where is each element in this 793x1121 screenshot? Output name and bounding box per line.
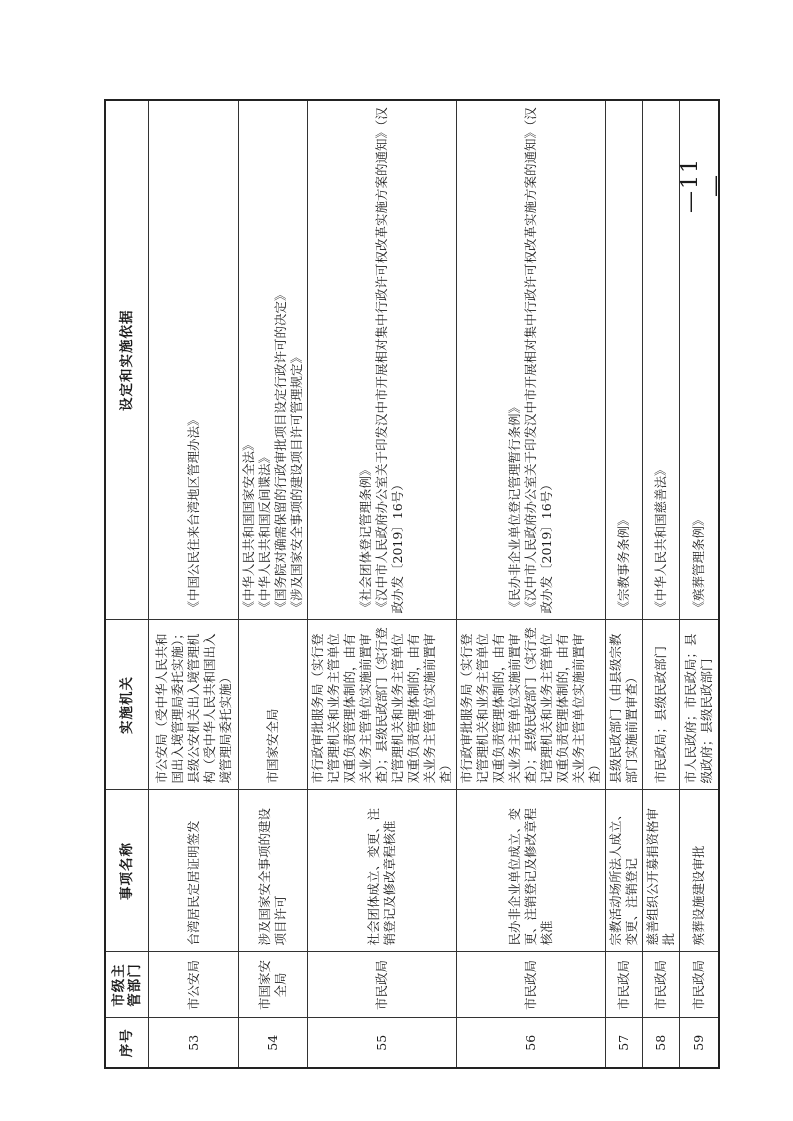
row-legal-basis (308, 100, 457, 620)
row-number: 53 (149, 1018, 239, 1068)
row-item-name: 慈善组织公开募捐资格审批 (643, 790, 680, 952)
basis-line: 《汉中市人民政府办公室关于印发汉中市开展相对集中行政许可权改革实施方案的通知》（汉政办发〔2019〕16号） (523, 107, 554, 614)
row-department: 市公安局 (149, 952, 239, 1018)
row-item-name: 台湾居民定居证明签发 (149, 790, 239, 952)
row-implementing-agency: 市行政审批服务局（实行登记管理机关和业务主管单位双重负责管理体制的，由有关业务主管单位实施前置审查）；县级民政部门（实行登记管理机关和业务主管单位双重负责管理体制的，由有关业务主管单位实施前置审查） (308, 620, 457, 790)
basis-line: 《中华人民共和国慈善法》 (653, 463, 668, 614)
table-row (457, 100, 606, 1068)
table-row (643, 100, 680, 1068)
row-item-name: 社会团体成立、变更、注销登记及修改章程核准 (308, 790, 457, 952)
table-header-row (105, 100, 149, 1068)
row-legal-basis (149, 100, 239, 620)
row-department: 市民政局 (606, 952, 643, 1018)
row-item-name: 殡葬设施建设审批 (680, 790, 719, 952)
row-number: 55 (308, 1018, 457, 1068)
table-row (606, 100, 643, 1068)
row-implementing-agency: 市行政审批服务局（实行登记管理机关和业务主管单位双重负责管理体制的，由有关业务主管单位实施前置审查）；县级民政部门（实行登记管理机关和业务主管单位双重负责管理体制的，由有关业务主管单位实施前置审查） (457, 620, 606, 790)
row-implementing-agency: 市公安局（受中华人民共和国出入境管理局委托实施）；县级公安机关出入境管理机构（受中华人民共和国出入境管理局委托实施） (149, 620, 239, 790)
row-number: 59 (680, 1018, 719, 1068)
row-implementing-agency: 市国家安全局 (239, 620, 308, 790)
header-item-name: 事项名称 (105, 790, 149, 952)
row-legal-basis (643, 100, 680, 620)
header-department: 市级主管部门 (105, 952, 149, 1018)
row-department: 市民政局 (308, 952, 457, 1018)
row-item-name: 涉及国家安全事项的建设项目许可 (239, 790, 308, 952)
row-item-name: 宗教活动场所法人成立、变更、注销登记 (606, 790, 643, 952)
row-item-name: 民办非企业单位成立、变更、注销登记及修改章程核准 (457, 790, 606, 952)
basis-line: 《涉及国家安全事项的建设项目许可管理规定》 (289, 350, 304, 614)
basis-line: 《中华人民共和国反间谍法》 (257, 450, 272, 614)
row-legal-basis (606, 100, 643, 620)
table-row (308, 100, 457, 1068)
basis-line: 《殡葬管理条例》 (690, 513, 706, 614)
basis-line: 《社会团体登记管理条例》 (358, 463, 373, 614)
row-department: 市民政局 (643, 952, 680, 1018)
row-number: 56 (457, 1018, 606, 1068)
header-serial-number: 序号 (105, 1018, 149, 1068)
administrative-license-table (104, 99, 720, 1069)
row-department: 市民政局 (680, 952, 719, 1018)
row-number: 58 (643, 1018, 680, 1068)
row-implementing-agency: 县级民政部门（由县级宗教部门实施前置审查） (606, 620, 643, 790)
page-number: —11— (678, 157, 728, 213)
table-row (239, 100, 308, 1068)
header-legal-basis: 设定和实施依据 (105, 100, 149, 620)
basis-line: 《中华人民共和国国家安全法》 (241, 438, 256, 614)
row-department: 市民政局 (457, 952, 606, 1018)
basis-line: 《国务院对确需保留的行政审批项目设定行政许可的决定》 (273, 288, 288, 614)
row-number: 57 (606, 1018, 643, 1068)
row-legal-basis (239, 100, 308, 620)
header-implementing-agency: 实施机关 (105, 620, 149, 790)
basis-line: 《汉中市人民政府办公室关于印发汉中市开展相对集中行政许可权改革实施方案的通知》（汉政办发〔2019〕16号） (374, 107, 405, 614)
row-number: 54 (239, 1018, 308, 1068)
row-department: 市国家安全局 (239, 952, 308, 1018)
row-implementing-agency: 市民政局；县级民政部门 (643, 620, 680, 790)
basis-line: 《民办非企业单位登记管理暂行条例》 (507, 400, 522, 614)
table-row (149, 100, 239, 1068)
row-implementing-agency: 市人民政府；市民政局；县级政府；县级民政部门 (680, 620, 719, 790)
basis-line: 《中国公民往来台湾地区管理办法》 (185, 413, 201, 614)
row-legal-basis (457, 100, 606, 620)
table-row (680, 100, 719, 1068)
basis-line: 《宗教事务条例》 (616, 513, 631, 614)
